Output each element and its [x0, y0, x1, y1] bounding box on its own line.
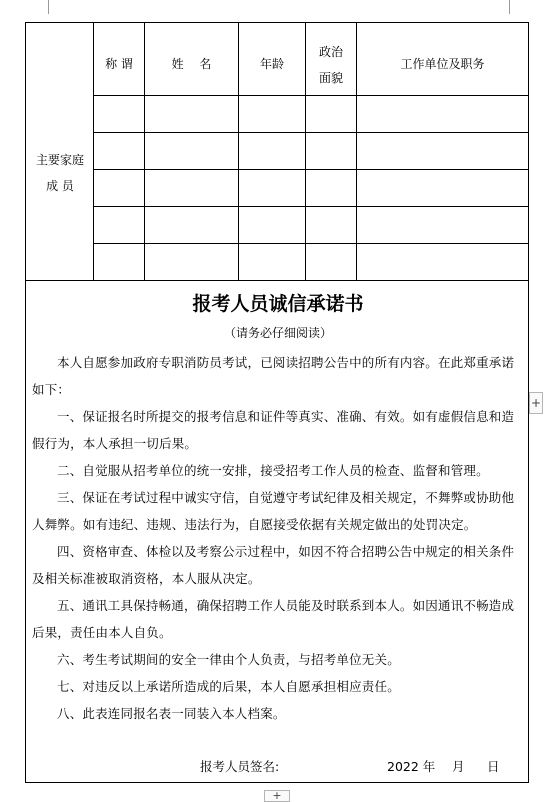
family-row-3[interactable] — [94, 170, 528, 206]
pledge-item-4: 四、资格审查、体检以及考察公示过程中，如因不符合招聘公告中规定的相关条件及相关标准被取消资格，本人服从决定。 — [32, 544, 515, 586]
page-corner-mark-right — [509, 0, 510, 14]
signature-day: 日 — [487, 759, 500, 774]
header-political-line2: 面貌 — [318, 71, 343, 85]
header-name: 姓 名 — [171, 57, 212, 71]
family-members-label-line2: 成 员 — [46, 179, 74, 193]
signature-month: 月 — [452, 759, 465, 774]
signature-label: 报考人员签名: — [200, 759, 280, 774]
pledge-item-6: 六、考生考试期间的安全一律由个人负责，与招考单位无关。 — [57, 652, 400, 667]
registration-form-table — [25, 22, 529, 783]
family-row-2[interactable] — [94, 133, 528, 169]
signature-year: 2022 年 — [387, 759, 436, 774]
page-corner-mark-left — [48, 0, 49, 14]
pledge-item-8: 八、此表连同报名表一同装入本人档案。 — [57, 706, 286, 721]
header-work-unit: 工作单位及职务 — [400, 57, 485, 71]
header-age: 年龄 — [259, 57, 284, 71]
pledge-title: 报考人员诚信承诺书 — [192, 293, 364, 315]
header-political-status — [306, 39, 356, 91]
pledge-item-5: 五、通讯工具保持畅通，确保招聘工作人员能及时联系到本人。如因通讯不畅造成后果，责任由本人自负。 — [32, 598, 515, 640]
add-column-button[interactable]: + — [529, 392, 543, 414]
add-row-button[interactable]: + — [264, 790, 290, 802]
family-row-4[interactable] — [94, 207, 528, 243]
family-members-label — [26, 147, 94, 199]
pledge-intro: 本人自愿参加政府专职消防员考试，已阅读招聘公告中的所有内容。在此郑重承诺如下： — [32, 355, 515, 397]
family-row-5[interactable] — [94, 244, 528, 280]
pledge-item-2: 二、自觉服从招考单位的统一安排，接受招考工作人员的检查、监督和管理。 — [57, 463, 489, 478]
pledge-item-7: 七、对违反以上承诺所造成的后果，本人自愿承担相应责任。 — [57, 679, 400, 694]
pledge-item-3: 三、保证在考试过程中诚实守信，自觉遵守考试纪律及相关规定，不舞弊或协助他人舞弊。如有违纪、违规、违法行为，自愿接受依据有关规定做出的处罚决定。 — [32, 490, 515, 532]
pledge-item-1: 一、保证报名时所提交的报考信息和证件等真实、准确、有效。如有虚假信息和造假行为，本人承担一切后果。 — [32, 409, 515, 451]
family-row-1[interactable] — [94, 96, 528, 132]
header-title: 称 谓 — [105, 57, 133, 71]
header-political-line1: 政治 — [318, 45, 343, 59]
family-members-label-line1: 主要家庭 — [35, 153, 84, 167]
table-line — [26, 280, 528, 281]
pledge-subtitle: （请务必仔细阅读） — [223, 326, 332, 340]
